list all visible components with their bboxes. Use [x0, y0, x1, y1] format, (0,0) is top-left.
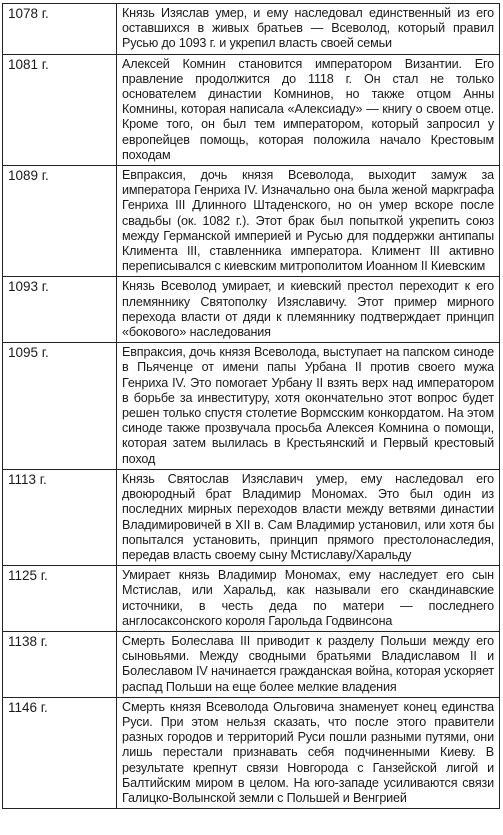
- table-row: [3, 343, 500, 470]
- year-cell: 1125 г.: [3, 566, 117, 632]
- event-cell: Евпраксия, дочь князя Всеволода, выступает на папском синоде в Пьяченце от имени папы Урбана II против своего мужа Генриха IV. Это помогает Урбану II взять верх над императором в борьбе за инвеституру, хотя окончательно этот вопрос будет решен только спустя столетие Вормсским конкордатом. На этом синоде также прозвучала просьба Алексея Комнина о помощи, которая затем вылилась в Крестьянский и Первый крестовый поход: [117, 343, 500, 470]
- event-cell: Смерть князя Всеволода Ольговича знаменует конец единства Руси. При этом нельзя сказать, что после этого правители разных городов и территорий Руси пошли разными путями, они лишь перестали признавать себя подчиненными Киеву. В результате крепнут связи Новгорода с Ганзейской лигой и Балтийским миром в целом. На юго-западе усиливаются связи Галицко-Волынской земли с Польшей и Венгрией: [117, 697, 500, 808]
- event-cell: Евпраксия, дочь князя Всеволода, выходит замуж за императора Генриха IV. Изначально она была женой маркграфа Генриха III Длинного Штаденского, но он умер вскоре после свадьбы (ок. 1082 г.). Этот брак был попыткой укрепить союз между Германской империей и Русью для поддержки антипапы Климента III, ставленника императора. Климент III активно переписывался с киевским митрополитом Иоанном II Киевским: [117, 166, 500, 277]
- table-row: [3, 277, 500, 343]
- event-cell: Алексей Комнин становится императором Византии. Его правление продолжится до 1118 г. Он стал не только основателем династии Комнинов, но также отцом Анны Комнины, которая написала «Алексиаду» — книгу о своем отце. Кроме того, он был тем императором, который запросил у европейцев помощь, которая положила начало Крестовым походам: [117, 54, 500, 165]
- chronology-table-body: [3, 4, 500, 809]
- year-cell: 1113 г.: [3, 469, 117, 565]
- table-row: [3, 697, 500, 808]
- event-cell: Смерть Болеслава III приводит к разделу Польши между его сыновьями. Между сводными братьями Владиславом II и Болеславом IV начинается гражданская война, которая ускоряет распад Польши на еще более мелкие владения: [117, 631, 500, 697]
- year-cell: 1093 г.: [3, 277, 117, 343]
- event-cell: Князь Изяслав умер, и ему наследовал единственный из его оставшихся в живых братьев — Всеволод, который правил Русью до 1093 г. и укрепил власть своей семьи: [117, 4, 500, 55]
- year-cell: 1138 г.: [3, 631, 117, 697]
- event-cell: Князь Всеволод умирает, и киевский престол переходит к его племяннику Святополку Изяславичу. Этот пример мирного перехода власти от дяди к племяннику подтверждает принцип «бокового» наследования: [117, 277, 500, 343]
- year-cell: 1078 г.: [3, 4, 117, 55]
- table-row: [3, 566, 500, 632]
- year-cell: 1081 г.: [3, 54, 117, 165]
- year-cell: 1089 г.: [3, 166, 117, 277]
- chronology-table: [2, 3, 500, 809]
- table-row: [3, 4, 500, 55]
- table-row: [3, 469, 500, 565]
- event-cell: Умирает князь Владимир Мономах, ему наследует его сын Мстислав, или Харальд, как называли его скандинавские источники, в честь деда по матери — последнего англосаксонского короля Гарольда Годвинсона: [117, 566, 500, 632]
- table-row: [3, 54, 500, 165]
- table-row: [3, 631, 500, 697]
- year-cell: 1146 г.: [3, 697, 117, 808]
- year-cell: 1095 г.: [3, 343, 117, 470]
- table-row: [3, 166, 500, 277]
- event-cell: Князь Святослав Изяславич умер, ему наследовал его двоюродный брат Владимир Мономах. Это был один из последних мирных переходов власти между ветвями династии Владимировичей в XII в. Сам Владимир установил, или хотя бы попытался установить, принцип прямого престолонаследия, передав власть своему сыну Мстиславу/Харальду: [117, 469, 500, 565]
